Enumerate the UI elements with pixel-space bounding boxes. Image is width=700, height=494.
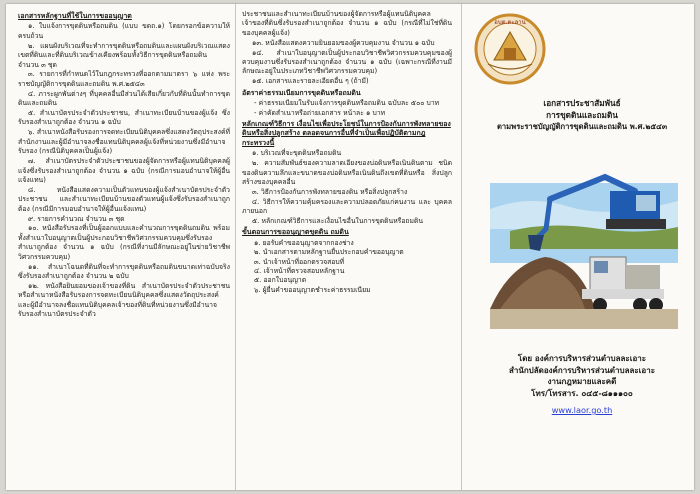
- footer-line: โดย องค์การบริหารส่วนตำบลละเอาะ: [517, 354, 647, 363]
- organization-seal: [474, 12, 546, 86]
- footer-line: โทร/โทรสาร. ๐๔๕-๘๑๑๑๐๐: [531, 388, 633, 398]
- rule-item: ๒. ความสัมพันธ์ของความลาดเอียงของบ่อดินหรือเนินดินตาม ชนิดของดินความลึกและขนาดของบ่อดินหรือเนินดินถึงเขตที่ดินหรือ สิ่งปลูกสร้างของบุคคลอื่น: [242, 159, 452, 186]
- fee-item: - ค่าธรรมเนียมในรับแจ้งการขุดดินหรือถมดิน ฉบับละ ๕๐๐ บาท: [254, 99, 440, 108]
- step-item: ๕. ออกใบอนุญาต: [254, 276, 307, 285]
- document-item: ๑๑. สำเนาโฉนดที่ดินที่จะทำการขุดดินหรือถมดินขนาดเท่าฉบับจริง ซึ่งรับรองสำเนาถูกต้อง จำนวน ๒ ฉบับ: [18, 262, 230, 280]
- contact-footer: [474, 353, 690, 417]
- step-item: ๔. เจ้าหน้าที่ตรวจสอบหลักฐาน: [254, 267, 345, 276]
- document-item: ๑๕. เอกสารและรายละเอียดอื่น ๆ (ถ้ามี): [252, 77, 369, 86]
- fee-item: - ค่าคัดสำเนาหรือถ่ายเอกสาร หน้าละ ๑ บาท: [254, 108, 386, 117]
- title-line: การขุดดินและถมดิน: [546, 109, 618, 120]
- step-item: ๑. ยอรับคำขออนุญาตจากกองช่าง: [254, 238, 354, 247]
- document-item: ๑. ใบแจ้งการขุดดินหรือถมดิน (แบบ ขดถ.๑) โดยกรอกข้อความให้ครบถ้วน: [18, 22, 230, 40]
- step-item: ๖. ผู้ยื่นคำขออนุญาตชำระค่าธรรมเนียม: [254, 285, 371, 294]
- document-item: ๘. หนังสือแสดงความเป็นตัวแทนของผู้แจ้งสำเนาบัตรประจำตัวประชาชน และสำเนาทะเบียนบ้านของตัวแทนผู้แจ้งซึ่งรับรองสำเนาถูกต้อง (กรณีมีการมอบอำนาจให้ผู้อื่นแจ้งแทน): [18, 185, 230, 213]
- document-item: ๗. สำเนาบัตรประจำตัวประชาชนของผู้จัดการหรือผู้แทนนิติบุคคลผู้แจ้งซึ่งรับรองสำเนาถูกต้อง จำนวน ๑ ฉบับ (กรณีการมอบอำนาจให้ผู้อื่นแจ้งแทน): [18, 157, 230, 184]
- fold-line: [461, 4, 462, 490]
- excavator-photo: [490, 169, 678, 329]
- column-fees-rules: [242, 10, 452, 295]
- brochure-title: [476, 98, 688, 133]
- document-item: ๓. รายการที่กำหนดไว้ในกฎกระทรวงที่ออกตามมาตรา ๖ แห่ง พระราชบัญญัติการขุดดินและถมดิน พ.ศ.๒๕๔๓: [18, 70, 230, 88]
- document-item: ๑๐. หนังสือรับรองที่เป็นผู้ออกแบบและคำนวณการขุดดินถมดิน พร้อมทั้งสำเนาใบอนุญาตเป็นผู้ประกอบวิชาชีพวิศวกรรมควบคุมซึ่งรับรองสำเนาถูกต้อง จำนวน ๑ ฉบับ (กรณีที่งานมีลักษณะอยู่ในข่ายวิชาชีพวิศวกรรมควบคุม): [18, 224, 230, 261]
- document-item: ๒. แผนผังบริเวณที่จะทำการขุดดินหรือถมดินและแผนผังบริเวณแสดงเขตที่ดินและที่ดินบริเวณข้างเคียงพร้อมทั้งวิธีการขุดดินหรือถมดิน จำนวน ๓ ชุด: [18, 41, 230, 69]
- step-heading: ขั้นตอนการขออนุญาตขุดดิน ถมดิน: [242, 228, 349, 237]
- rule-item: ๕. หลักเกณฑ์วิธีการและเงื่อนไขอื่นในการขุดดินหรือถมดิน: [252, 217, 424, 226]
- footer-line: งานกฎหมายและคดี: [547, 377, 617, 386]
- brochure-sheet: [6, 4, 694, 490]
- step-item: ๓. นำเจ้าหน้าที่ออกตรวจสอบที่: [254, 257, 345, 266]
- fold-line: [235, 4, 236, 490]
- rule-item: ๑. บริเวณที่จะขุดดินหรือถมดิน: [252, 149, 342, 158]
- document-item: ๙. รายการคำนวณ จำนวน ๓ ชุด: [28, 214, 125, 223]
- document-item: ๑๔. สำเนาใบอนุญาตเป็นผู้ประกอบวิชาชีพวิศวกรรมควบคุมของผู้ควบคุมงานซึ่งรับรองสำเนาถูกต้อง จำนวน ๑ ฉบับ (เฉพาะกรณีที่งานมีลักษณะอยู่ในประเภทวิชาชีพวิศวกรรมควบคุม): [242, 48, 452, 76]
- rule-item: ๓. วิธีการป้องกันการพังทลายของดิน หรือสิ่งปลูกสร้าง: [252, 187, 408, 196]
- step-item: ๒. นำเอกสารตามหลักฐานยื่นประกอบคำขออนุญาต: [254, 248, 404, 257]
- column-documents: [18, 10, 230, 320]
- document-continuation: ประชาชนและสำเนาทะเบียนบ้านของผู้จัดการหรือผู้แทนนิติบุคคล เจ้าของที่ดินซึ่งรับรองสำเนาถูกต้อง จำนวน ๑ ฉบับ (กรณีที่ไม่ใช่ที่ดินของบุคคลผู้แจ้ง): [242, 10, 452, 37]
- document-item: ๔. ภาระผูกพันต่างๆ ที่บุคคลอื่นมีส่วนได้เสียเกี่ยวกับที่ดินนั้นทำการขุดดินและถมดิน: [18, 89, 230, 108]
- document-item: ๑๒. หนังสือยินยอมของเจ้าของที่ดิน สำเนาบัตรประจำตัวประชาชนหรือสำเนาหนังสือรับรองการจดทะเบียนนิติบุคคลซึ่งแสดงวัตถุประสงค์และผู้มีอำนาจลงชื่อแทนนิติบุคคลเจ้าของที่ดินที่หน่วยงานซึ่งมีอำนาจรับรองสำเนาบัตรประจำตัว: [18, 281, 230, 319]
- title-line: ตามพระราชบัญญัติการขุดดินและถมดิน พ.ศ.๒๕๔๓: [496, 122, 668, 131]
- document-item: ๖. สำเนาหนังสือรับรองการจดทะเบียนนิติบุคคลซึ่งแสดงวัตถุประสงค์ที่สำนักงานและผู้มีอำนาจลงชื่อแทนนิติบุคคลผู้แจ้งที่หน่วยงานซึ่งมีอำนาจรับรอง (กรณีนิติบุคคลเป็นผู้แจ้ง): [18, 128, 230, 156]
- website-link[interactable]: www.laor.go.th: [551, 405, 613, 415]
- fee-heading: อัตราค่าธรรมเนียมการขุดดินหรือถมดิน: [242, 88, 361, 97]
- document-item: ๕. สำเนาบัตรประจำตัวประชาชน, สำเนาทะเบียนบ้านของผู้แจ้ง ซึ่งรับรองสำเนาถูกต้อง จำนวน ๑ ฉบับ: [18, 109, 230, 127]
- rule-heading: หลักเกณฑ์วิธีการ เงื่อนไขเพื่อประโยชน์ในการป้องกันการพังทลายของดินหรือสิ่งปลูกสร้าง ตลอดจนการอื่นที่จำเป็นเพื่อปฏิบัติตามกฎกระทรวงนี้: [242, 119, 451, 147]
- rule-item: ๔. วิธีการให้ความคุ้มครองและความปลอดภัยแก่คนงาน และ บุคคลภายนอก: [242, 197, 452, 216]
- seal-text: อบต.ตะลาน: [494, 19, 526, 26]
- title-line: เอกสารประชาสัมพันธ์: [543, 98, 621, 108]
- documents-heading: เอกสารหลักฐานที่ใช้ในการขออนุญาต: [18, 12, 132, 20]
- footer-line: สำนักปลัดองค์การบริหารส่วนตำบลละเอาะ: [508, 365, 656, 375]
- document-item: ๑๓. หนังสือแสดงความยินยอมของผู้ควบคุมงาน จำนวน ๑ ฉบับ: [252, 38, 435, 47]
